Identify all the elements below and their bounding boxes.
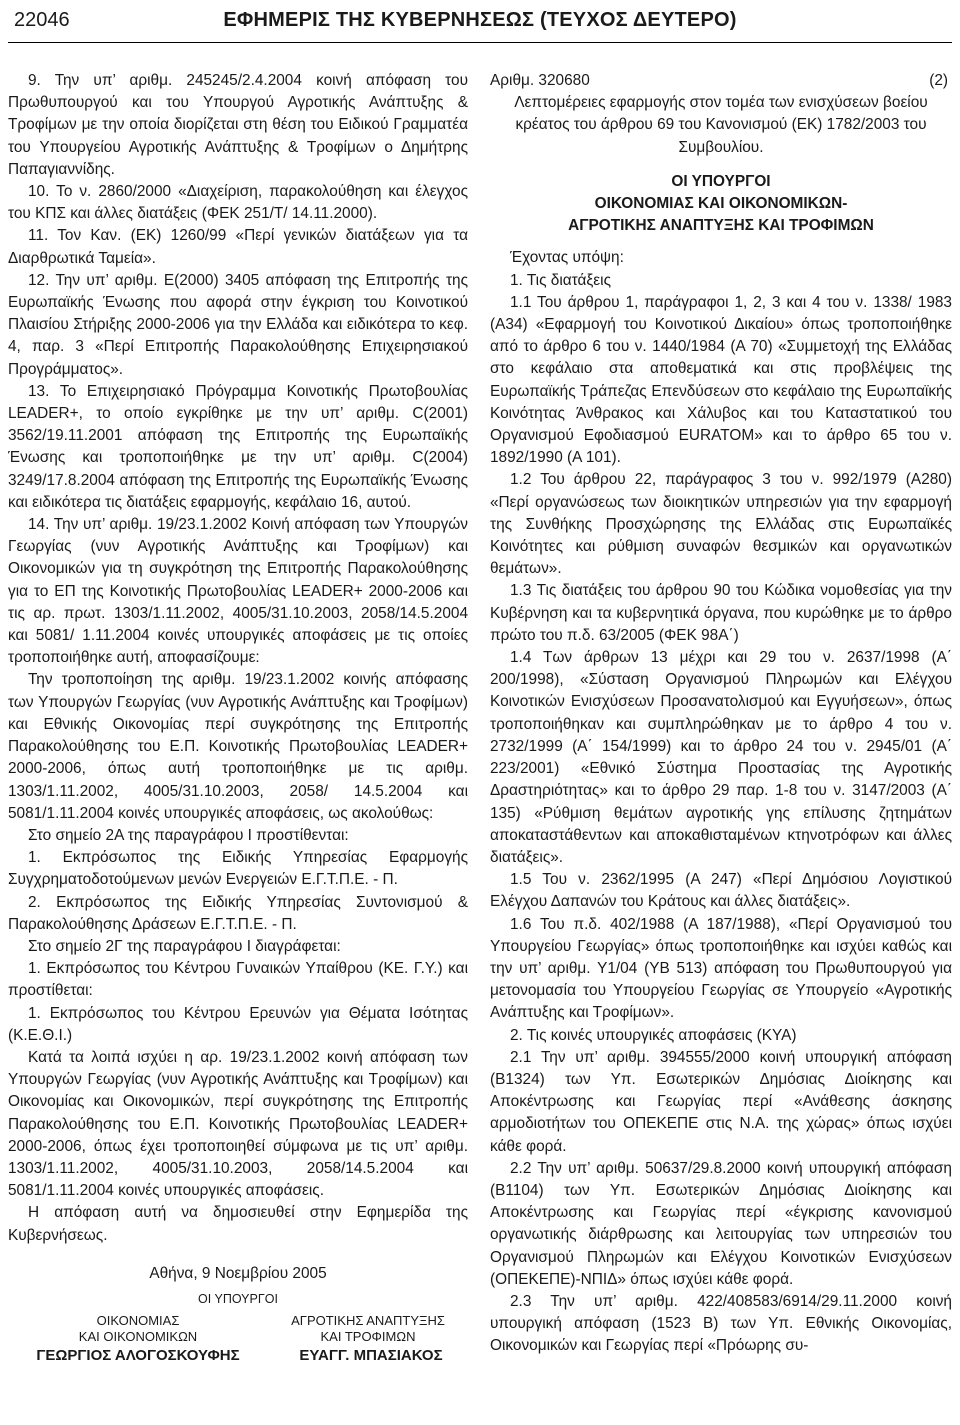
paragraph: 1.4 Των άρθρων 13 μέχρι και 29 του ν. 2637/1998 (Α΄ 200/1998), «Σύσταση Οργανισμού Πληρωμών και Ελέγχου Κοινοτικών Ενισχύσεων Προσανατολισμού και Εγγυήσεων», όπως τροποποιήθηκαν και συμπληρώθηκαν με το άρθρο 4 του ν. 2732/1999 (Α΄ 154/1999) και το άρθρο 24 του ν. 2945/01 (Α΄ 223/2001) «Εθνικό Σύστημα Προστασίας της Αγροτικής Δραστηριότητας» και το άρθρο 29 παρ. 1-8 του ν. 3147/2003 (Α΄ 135) «Ρύθμιση θεμάτων αγροτικής γης επίλυσης ζητημάτων αποκαταστάθεντων και αποκαθισταμένων κτηνοτρόφων και άλλες διατάξεις». xyxy=(490,649,952,866)
paragraph: 1.1 Του άρθρου 1, παράγραφοι 1, 2, 3 και 4 του ν. 1338/ 1983 (Α34) «Εφαρμογή του Κοινοτικού Δικαίου» όπως τροποποιήθηκε από το άρθρο 6 του ν. 1440/1984 (Α 70) «Συμμετοχή της Ελλάδας στο κεφάλαιο στα αποθεματικά και στις προβλέψεις της Ευρωπαϊκής Τράπεζας Επενδύσεων στο κεφάλαιο της Ευρωπαϊκής Κοινότητας Άνθρακος και Χάλυβος και του Καταστατικού του Οργανισμού Εφοδιασμού EURATOM» και το άρθρο 65 του ν. 1892/1990 (Α 101). xyxy=(490,293,952,467)
publication-title: ΕΦΗΜΕΡΙΣ ΤΗΣ ΚΥΒΕΡΝΗΣΕΩΣ (ΤΕΥΧΟΣ ΔΕΥΤΕΡΟ) xyxy=(223,9,737,31)
minister-2-name: ΕΥΑΓΓ. ΜΠΑΣΙΑΚΟΣ xyxy=(299,1346,443,1364)
paragraph: 9. Την υπ’ αριθμ. 245245/2.4.2004 κοινή απόφαση του Πρωθυπουργού και του Υπουργού Αγροτικής Ανάπτυξης & Τροφίμων με την οποία διορίζεται στη θέση του Ειδικού Γραμματέα του Υπουργείου Αγροτικής Ανάπτυξης & Τροφίμων ο Δημήτρης Παπαγιαννίδης. xyxy=(8,72,468,178)
paragraph: 10. Το ν. 2860/2000 «Διαχείριση, παρακολούθηση και έλεγχος του ΚΠΣ και άλλες διατάξεις (ΦΕΚ 251/Τ/ 14.11.2000). xyxy=(8,183,468,223)
paragraph: Την τροποποίηση της αριθμ. 19/23.1.2002 κοινής απόφασης των Υπουργών Γεωργίας (νυν Αγροτικής Ανάπτυξης και Τροφίμων) και Εθνικής Οικονομίας περί συγκρότησης της Επιτροπής Παρακολούθησης του Ε.Π. Κοινοτικής Πρωτοβουλίας LEADER+ 2000-2006, όπως αυτή τροποποιήθηκε με τις αριθμ. 1303/1.11.2002, 4005/31.10.2003, 2058/ 14.5.2004 και 5081/1.11.2004 κοινές υπουργικές αποφάσεις, ως ακολούθως: xyxy=(8,671,468,822)
paragraph: 2. Εκπρόσωπος της Ειδικής Υπηρεσίας Συντονισμού & Παρακολούθησης Δράσεων Ε.Γ.Τ.Π.Ε. - Π. xyxy=(8,893,468,933)
paragraph: 1.5 Του ν. 2362/1995 (Α 247) «Περί Δημόσιου Λογιστικού Ελέγχου Δαπανών του Κράτους και άλλες διατάξεις». xyxy=(490,871,952,911)
paragraph: Στο σημείο 2Α της παραγράφου Ι προστίθενται: xyxy=(28,826,349,844)
paragraph: 14. Την υπ’ αριθμ. 19/23.1.2002 Κοινή απόφαση των Υπουργών Γεωργίας (νυν Αγροτικής Ανάπτυξης και Τροφίμων) και Οικονομικών για τη συγκρότηση της Επιτροπής Παρακολούθησης για το ΕΠ της Κοινοτικής Πρωτοβουλίας LEADER+ 2000-2006 και τις αρ. πρωτ. 1303/1.11.2002, 4005/31.10.2003, 2058/14.5.2004 και 5081/ 1.11.2004 κοινές υπουργικές αποφάσεις με τις οποίες τροποποιήθηκε αυτή, αποφασίζουμε: xyxy=(8,516,468,667)
paragraph: 1. Τις διατάξεις xyxy=(510,271,612,289)
paragraph: 13. Το Επιχειρησιακό Πρόγραμμα Κοινοτικής Πρωτοβουλίας LEADER+, το οποίο εγκρίθηκε με την υπ’ αριθμ. C(2001) 3562/19.11.2001 απόφαση της Επιτροπής της Ευρωπαϊκής Ένωσης και τροποποιήθηκε με την υπ’ αριθμ. C(2004) 3249/17.8.2004 απόφαση της Επιτροπής της Ευρωπαϊκής Ένωσης και ειδικότερα τις διατάξεις εφαρμογής, κεφάλαιο 16, αυτού. xyxy=(8,382,468,511)
paragraph: Κατά τα λοιπά ισχύει η αρ. 19/23.1.2002 κοινή απόφαση των Υπουργών Γεωργίας (νυν Αγροτικής Ανάπτυξης και Τροφίμων) και Οικονομίας και Οικονομικών, περί συγκρότησης της Επιτροπής Παρακολούθησης του Ε.Π. Κοινοτικής Πρωτοβουλίας LEADER+ 2000-2006, όπως έχει τροποποιηθεί σύμφωνα με τις υπ’ αριθμ. 1303/1.11.2002, 4005/31.10.2003, 2058/14.5.2004 και 5081/1.11.2004 κοινές υπουργικές αποφάσεις. xyxy=(8,1048,468,1200)
heading-ministry-1: ΟΙΚΟΝΟΜΙΑΣ ΚΑΙ ΟΙΚΟΝΟΜΙΚΩΝ- xyxy=(594,195,848,213)
paragraph: Στο σημείο 2Γ της παραγράφου Ι διαγράφεται: xyxy=(28,937,341,955)
paragraph: 2.3 Την υπ’ αριθμ. 422/408583/6914/29.11.2000 κοινή υπουργική απόφαση (1523 Β) των Υπ. Εθνικής Οικονομίας, Οικονομικών και Γεωργίας περί «Πρόωρης συ- xyxy=(490,1292,952,1355)
minister-1-title: ΟΙΚΟΝΟΜΙΑΣ ΚΑΙ ΟΙΚΟΝΟΜΙΚΩΝ xyxy=(78,1312,198,1344)
page-header xyxy=(8,2,952,43)
paragraph: 11. Τον Καν. (ΕΚ) 1260/99 «Περί γενικών διατάξεων για τα Διαρθρωτικά Ταμεία». xyxy=(8,227,468,267)
paragraph: 2. Τις κοινές υπουργικές αποφάσεις (ΚΥΑ) xyxy=(510,1026,797,1044)
signatures xyxy=(8,1291,468,1369)
date-line: Αθήνα, 9 Νοεμβρίου 2005 xyxy=(149,1264,327,1282)
paragraph: 1. Εκπρόσωπος του Κέντρου Γυναικών Υπαίθρου (ΚΕ. Γ.Υ.) και προστίθεται: xyxy=(8,960,468,1000)
ministers-heading: ΟΙ ΥΠΟΥΡΓΟΙ xyxy=(198,1291,278,1306)
paragraph: 1.3 Τις διατάξεις του άρθρου 90 του Κώδικα νομοθεσίας για την Κυβέρνηση και τα κυβερνητικά όργανα, που κυρώθηκε με το άρθρο πρώτο του π.δ. 63/2005 (ΦΕΚ 98Α΄) xyxy=(490,582,952,644)
page-number: 22046 xyxy=(14,9,70,31)
minister-1-name: ΓΕΩΡΓΙΟΣ ΑΛΟΓΟΣΚΟΥΦΗΣ xyxy=(36,1346,240,1364)
heading-ministry-2: ΑΓΡΟΤΙΚΗΣ ΑΝΑΠΤΥΞΗΣ ΚΑΙ ΤΡΟΦΙΜΩΝ xyxy=(568,217,874,235)
decision-number: Αριθμ. 320680 xyxy=(490,72,590,89)
paragraph: Η απόφαση αυτή να δημοσιευθεί στην Εφημερίδα της Κυβερνήσεως. xyxy=(8,1204,468,1244)
decision-sequence: (2) xyxy=(929,72,948,89)
decision-title: Λεπτομέρειες εφαρμογής στον τομέα των ενισχύσεων βοείου κρέατος του άρθρου 69 του Κανονισμού (ΕΚ) 1782/2003 του Συμβουλίου. xyxy=(514,94,928,156)
right-column xyxy=(490,70,952,1358)
heading-ministers: ΟΙ ΥΠΟΥΡΓΟΙ xyxy=(671,172,771,190)
paragraph: 12. Την υπ’ αριθμ. Ε(2000) 3405 απόφαση της Επιτροπής της Ευρωπαϊκής Ένωσης που αφορά στην έγκριση του Κοινοτικού Πλαισίου Στήριξης 2000-2006 για την Ελλάδα και ειδικότερα το κεφ. 4, παρ. 3 «Περί Επιτροπής Παρακολούθησης Επιχειρησιακού Προγράμματος». xyxy=(8,271,468,378)
paragraph: 1.6 Του π.δ. 402/1988 (Α 187/1988), «Περί Οργανισμού του Υπουργείου Γεωργίας» όπως τροποποιήθηκε και ισχύει καθώς και την υπ’ αριθμ. Υ1/04 (ΥΒ 513) απόφαση του Πρωθυπουργού για μετονομασία του Υπουργείου Γεωργίας σε Υπουργείο «Αγροτικής Ανάπτυξης και Τροφίμων». xyxy=(490,915,952,1022)
paragraph: 1. Εκπρόσωπος της Ειδικής Υπηρεσίας Εφαρμογής Συγχρηματοδοτούμενων μενών Ενεργειών Ε.Γ.Τ.Π.Ε. - Π. xyxy=(8,849,468,889)
paragraph: 2.2 Την υπ’ αριθμ. 50637/29.8.2000 κοινή υπουργική απόφαση (Β1104) των Υπ. Εσωτερικών Δημόσιας Διοίκησης και Αποκέντρωσης και Γεωργίας περί «έγκρισης κανονισμού οργανωτικής διάρθρωσης και λειτουργίας των υπηρεσιών του Οργανισμού Πληρωμών και Ελέγχου Κοινοτικών Ενισχύσεων (ΟΠΕΚΕΠΕ)-ΝΠΙΔ» όπως ισχύει κάθε φορά. xyxy=(490,1159,952,1288)
paragraph: 1. Εκπρόσωπος του Κέντρου Ερευνών για Θέματα Ισότητας (Κ.Ε.Θ.Ι.) xyxy=(8,1004,468,1044)
left-column xyxy=(8,70,468,1369)
paragraph: 1.2 Του άρθρου 22, παράγραφος 3 του ν. 992/1979 (Α280) «Περί οργανώσεως των διοικητικών υπηρεσιών για την εφαρμογή της Συνθήκης Προσχώρησης της Ελλάδας στις Ευρωπαϊκές Κοινότητες και ρύθμιση συναφών θεσμικών και οργανωτικών θεμάτων». xyxy=(490,471,952,578)
minister-2-title: ΑΓΡΟΤΙΚΗΣ ΑΝΑΠΤΥΞΗΣ ΚΑΙ ΤΡΟΦΙΜΩΝ xyxy=(291,1312,445,1344)
paragraph: Έχοντας υπόψη: xyxy=(510,249,624,267)
paragraph: 2.1 Την υπ’ αριθμ. 394555/2000 κοινή υπουργική απόφαση (Β1324) των Υπ. Εσωτερικών Δημόσιας Διοίκησης και Αποκέντρωσης και Γεωργίας περί «Ανάθεσης άσκησης αρμοδιοτήτων του ΟΠΕΚΕΠΕ στις Ν.Α. της χώρας» όπως ισχύει κάθε φορά. xyxy=(490,1048,952,1155)
decision-number-row xyxy=(490,70,952,92)
